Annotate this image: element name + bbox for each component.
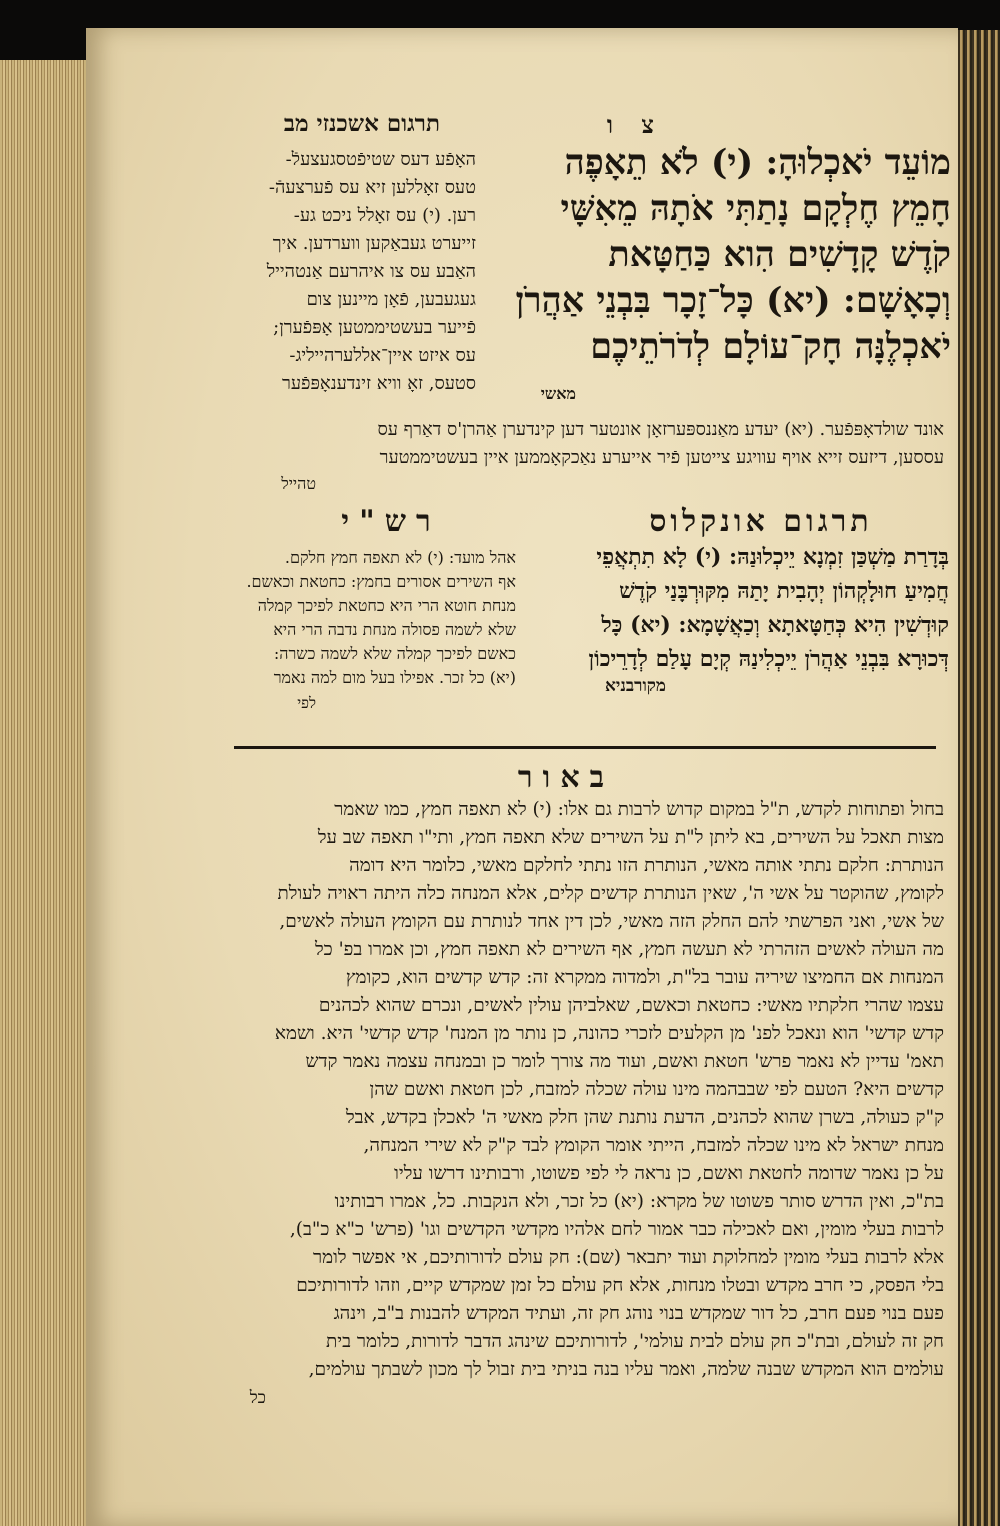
main-text-line: מוֹעֵד יֹאכְלוּהָ: (י) לֹא תֵאָפֶה xyxy=(564,142,951,183)
translation-wide-line: עססען, דיזעס זייא אויף עוויגע צייטען פֿיר אייערע נאַכקאָממען איין בעשטיממטער xyxy=(379,447,944,468)
onkelos-text xyxy=(524,540,949,676)
biur-line: חק זה לעולם, ובת"כ חק עולם לבית עולמי', לדורותיכם שינהג הדבר לדורות, כלומר בית xyxy=(326,1331,944,1352)
onkelos-line: חֲמִיעַ חוּלָקְהוֹן יְהָבִית יָתַהּ מִקּוּרְבָּנַי קֹדֶשׁ xyxy=(619,578,949,604)
biur-line: תאמ' עדיין לא נאמר פרש' חטאת ואשם, ועוד מה צורך לומר כן ובמנחה עצמה נאמר קדש xyxy=(305,1051,944,1072)
page-edges-right xyxy=(958,30,1000,1526)
biur-line: עצמו שהרי חלקתיו מאשי: כחטאת וכאשם, שאלביהן עולין לאשים, ונכרם שהוא לכהנים xyxy=(318,995,944,1016)
main-text xyxy=(486,140,951,370)
biur-text xyxy=(204,796,944,1384)
onkelos-line: קוּדְשִׁין הִיא כְּחַטָּאתָא וְכַאֲשָׁמָא: (יא) כָּל xyxy=(601,612,949,638)
translation-wide xyxy=(244,416,944,472)
biur-line: הנותרת: חלקם נתתי אותה מאשי, הנותרת הזו נתתי לחלקם מאשי, כלומר היא דומה xyxy=(349,855,944,876)
onkelos-line: דְּכוּרָא בִּבְנֵי אַהֲרֹן יֵיכְלִינַהּ קְיָם עָלַם לְדָרֵיכוֹן xyxy=(588,646,949,672)
main-text-line: קֹדֶשׁ קָדָשִׁים הִוא כַּחַטָּאת xyxy=(608,234,951,275)
translation-line: זייערט געבאַקען ווערדען. איך xyxy=(272,233,476,254)
translation-catchword: טהייל xyxy=(281,474,316,493)
onkelos-line: בְּדָרַת מַשְׁכַּן זִמְנָא יֵיכְלוּנַהּ: (י) לָא תִתְאֲפֵי xyxy=(596,544,949,570)
biur-line: המנחות אם החמיצו שיריה עובר בל"ת, ולמדוה ממקרא זה: קדש קדשים הוא, כקומץ xyxy=(345,967,944,988)
biur-catchword: כל xyxy=(249,1388,266,1408)
translation-column xyxy=(216,146,476,398)
rashi-line: אף השירים אסורים בחמץ: כחטאת וכאשם. xyxy=(246,572,516,591)
biur-line: בת"כ, ואין הדרש סותר פשוטו של מקרא: (יא) כל זכר, ולא הנקבות. כל, אמרו רבותינו xyxy=(334,1191,944,1212)
rashi-line: (יא) כל זכר. אפילו בעל מום למה נאמר xyxy=(273,668,516,687)
page-number: צ ו xyxy=(606,110,664,139)
translation-wide-line: אונד שולדאָפּפֿער. (יא) יעדע מאַננספּערזאָן אונטער דען קינדערן אַהרן'ס דאַרף עס xyxy=(377,419,944,440)
section-divider xyxy=(234,746,936,749)
biur-line: אלא לרבות בעלי מומין למחלוקת ועוד יתבאר (שם): חק עולם לדורותיכם, אי אפשר לומר xyxy=(313,1247,944,1268)
rashi-text xyxy=(226,546,516,690)
onkelos-heading: תרגום אונקלוס xyxy=(649,504,873,539)
running-head: תרגום אשכנזי מב xyxy=(283,110,440,137)
onkelos-catchword: מקורבניא xyxy=(605,676,666,696)
rashi-line: אהל מועד: (י) לא תאפה חמץ חלקם. xyxy=(284,548,516,567)
main-text-line: חָמֵץ חֶלְקָם נָתַתִּי אֹתָהּ מֵאִשָּׁי xyxy=(560,188,951,229)
page-edges-left xyxy=(0,60,88,1526)
translation-line: רען. (י) עס זאָלל ניכט גע- xyxy=(293,205,476,226)
biur-line: של אשי, ואני הפרשתי להם החלק הזה מאשי, לכן דין אחד לנותרת עם הקומץ העולה לאשים, xyxy=(279,911,944,932)
book-page xyxy=(86,28,958,1526)
translation-line: פֿייער בעשטיממטען אָפּפֿערן; xyxy=(273,317,476,338)
translation-line: געגעבען, פֿאָן מיינען צום xyxy=(306,289,476,310)
main-text-catchword: מאשי xyxy=(540,384,576,403)
translation-line: טעס זאָללען זיא עס פֿערצעהֿ- xyxy=(268,177,476,198)
main-text-line: יֹאכְלֶנָּה חָק־עוֹלָם לְדֹרֹתֵיכֶם xyxy=(590,326,951,367)
biur-heading: באור xyxy=(517,760,615,795)
biur-line: עולמים הוא המקדש שבנה שלמה, ואמר עליו בנה בניתי בית זבול לך מכון לשבתך עולמים, xyxy=(308,1359,944,1380)
translation-line: האַבע עס צו איהרעם אַנטהייל xyxy=(266,261,476,282)
biur-line: מנחת ישראל לא מינו שכלה למזבח, הייתי אומר הקומץ לבד ק"ק לא שירי המנחה, xyxy=(363,1135,944,1156)
biur-line: בלי הפסק, כי חרב מקדש ובטלו מנחות, אלא חק עולם כל זמן שמקדש קיים, וזהו לדורותיכם xyxy=(296,1275,944,1296)
translation-line: האָפֿע דעס שטיפֿטסגעצעלֿ- xyxy=(285,149,476,170)
rashi-heading: רש"י xyxy=(341,504,441,539)
biur-line: לקומץ, שהוקטר על אשי ה', שאין הנותרת קדשים קלים, אלא המנחה כלה היתה ראויה לעולת xyxy=(277,883,944,904)
biur-line: על כן נאמר שדומה לחטאת ואשם, כן נראה לי לפי פשוטו, ורבותינו דרשו עליו xyxy=(394,1163,944,1184)
biur-line: קדשים היא? הטעם לפי שבבהמה מינו עולה שכלה למזבח, לכן חטאת ואשם שהן xyxy=(369,1079,944,1100)
rashi-catchword: לפי xyxy=(297,694,316,712)
rashi-line: שלא לשמה פסולה מנחת נדבה הרי היא xyxy=(273,620,516,639)
translation-line: עס איזט איין־אללערהייליג- xyxy=(289,345,476,366)
rashi-line: מנחת חוטא הרי היא כחטאת לפיכך קמלה xyxy=(257,596,516,615)
biur-line: מה העולה לאשים הזהרתי לא תעשה חמץ, אף השירים לא תאפה חמץ, וכן אמרו בפ' כל xyxy=(315,939,944,960)
biur-line: מצות תאכל על השירים, בא ליתן ל"ת על השירים שלא תאפה חמץ, ותי"ו תאפה שב על xyxy=(317,827,944,848)
biur-line: ק"ק כעולה, בשרן שהוא לכהנים, הדעת נותנת שהן חלק מאשי ה' לאכלן בקדש, אבל xyxy=(345,1107,944,1128)
biur-line: קדש קדשי' הוא ונאכל לפנ' מן הקלעים לזכרי כהונה, כן נותר מן המנח' קדש קדשי' היא. ושמא xyxy=(274,1023,944,1044)
biur-line: לרבות בעלי מומין, ואם לאכילה כבר אמור לחם אלהיו מקדשי הקדשים וגו' (פרש' כ"א כ"ב), xyxy=(289,1219,944,1240)
biur-line: פעם בנוי פעם חרב, כל דור שמקדש בנוי נוהג חק זה, ועתיד המקדש להבנות ב"ב, וינהג xyxy=(333,1303,944,1324)
main-text-line: וְכָאָשָׁם: (יא) כָּל־זָכָר בִּבְנֵי אַהֲרֹן xyxy=(515,280,951,321)
translation-line: סטעס, זאָ וויא זינדענאָפּפֿער xyxy=(282,373,476,394)
biur-line: בחול ופתוחות לקדש, ת"ל במקום קדוש לרבות גם אלו: (י) לא תאפה חמץ, כמו שאמר xyxy=(334,799,944,820)
rashi-line: כאשם לפיכך קמלה שלא לשמה כשרה: xyxy=(273,644,516,663)
